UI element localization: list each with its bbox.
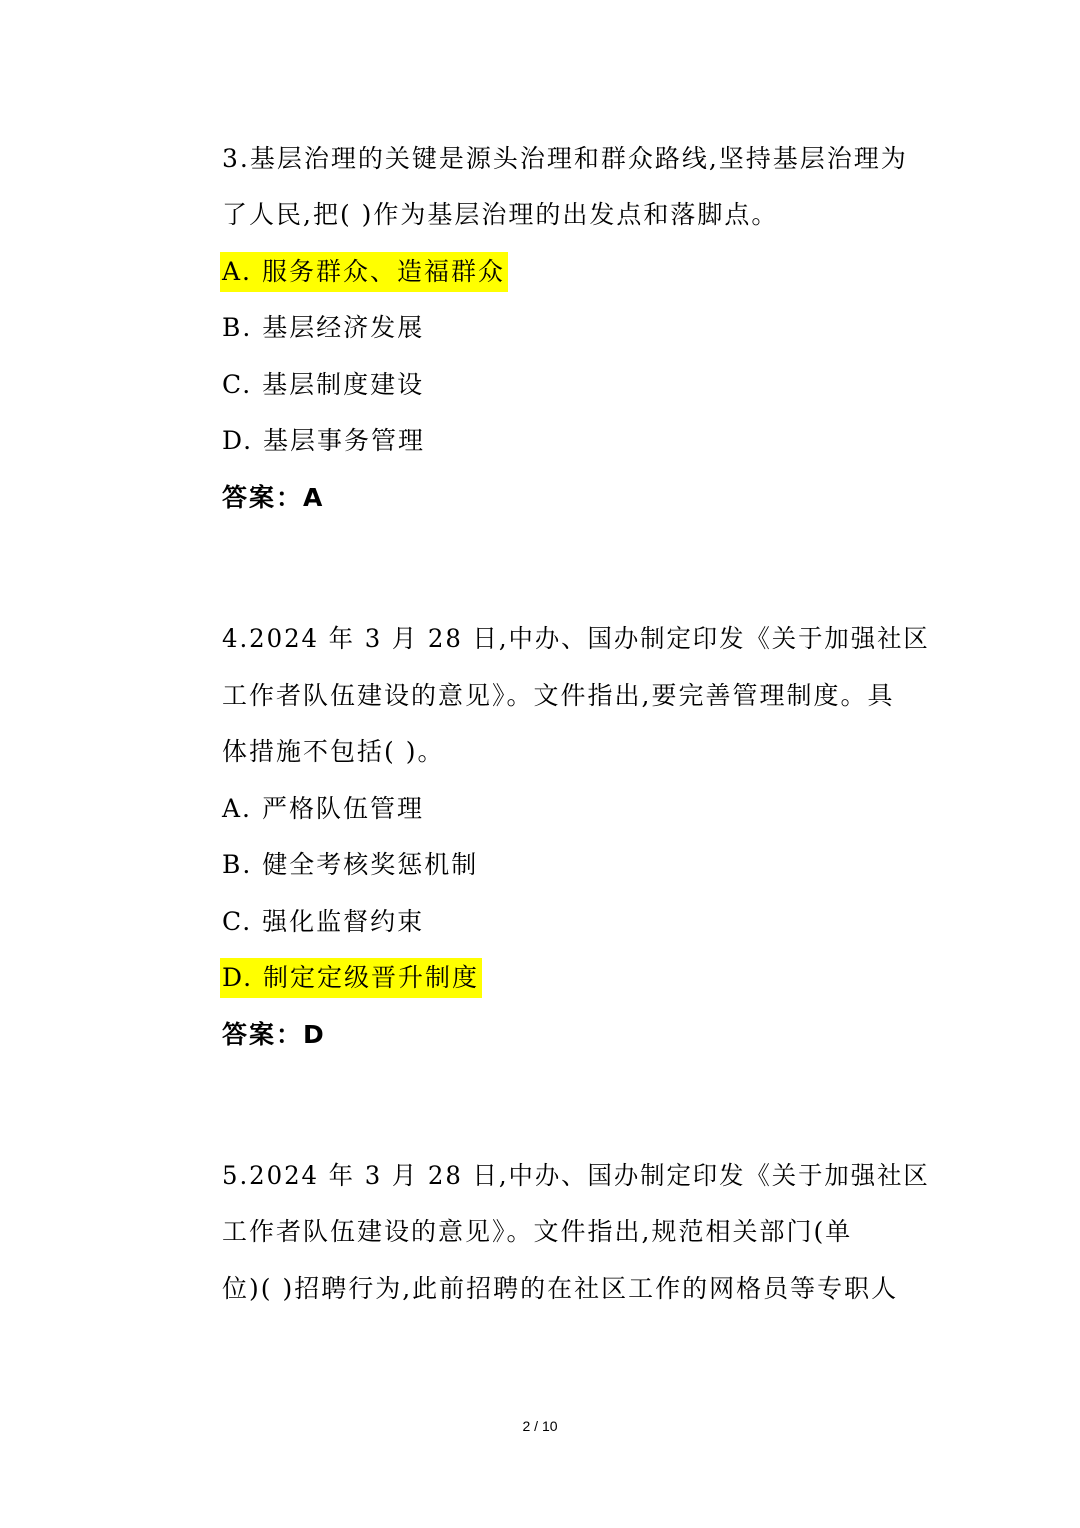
q3-stem-line-2: 了人民,把( )作为基层治理的出发点和落脚点。 bbox=[222, 200, 779, 229]
q3-option-b bbox=[222, 308, 427, 348]
q4-option-d bbox=[222, 958, 482, 998]
q4-option-a bbox=[222, 789, 427, 829]
q4-answer-label: 答案： bbox=[222, 1020, 304, 1049]
q3-option-c-text: C. 基层制度建设 bbox=[222, 370, 425, 399]
q4-option-b bbox=[222, 845, 481, 885]
q4-answer-value: D bbox=[303, 1020, 326, 1049]
q4-stem-line-2: 工作者队伍建设的意见》。文件指出,要完善管理制度。具 bbox=[222, 681, 895, 710]
q4-stem-line-1: 4.2024 年 3 月 28 日,中办、国办制定印发《关于加强社区 bbox=[222, 624, 930, 653]
q3-answer-label: 答案： bbox=[222, 483, 304, 512]
q5-stem-line-3: 位)( )招聘行为,此前招聘的在社区工作的网格员等专职人 bbox=[222, 1274, 899, 1303]
q4-answer bbox=[222, 1015, 326, 1055]
page-number: 2 / 10 bbox=[522, 1418, 558, 1434]
q4-option-b-text: B. 健全考核奖惩机制 bbox=[222, 850, 479, 879]
q3-option-b-text: B. 基层经济发展 bbox=[222, 313, 425, 342]
q3-answer bbox=[222, 478, 324, 518]
q3-option-c bbox=[222, 365, 427, 405]
q4-option-c-text: C. 强化监督约束 bbox=[222, 907, 425, 936]
q3-answer-value: A bbox=[303, 483, 325, 512]
q3-option-a-text: A. 服务群众、造福群众 bbox=[220, 252, 508, 292]
q3-option-d-text: D. 基层事务管理 bbox=[222, 426, 426, 455]
q3-stem-line-1: 3.基层治理的关键是源头治理和群众路线,坚持基层治理为 bbox=[222, 144, 908, 173]
q3-option-d bbox=[222, 421, 428, 461]
q4-option-d-text: D. 制定定级晋升制度 bbox=[220, 958, 482, 998]
q5-stem-line-1: 5.2024 年 3 月 28 日,中办、国办制定印发《关于加强社区 bbox=[222, 1161, 930, 1190]
q4-option-c bbox=[222, 902, 427, 942]
q4-stem-line-3: 体措施不包括( )。 bbox=[222, 737, 445, 766]
q3-option-a bbox=[222, 252, 508, 292]
q4-option-a-text: A. 严格队伍管理 bbox=[222, 794, 424, 823]
q5-stem-line-2: 工作者队伍建设的意见》。文件指出,规范相关部门(单 bbox=[222, 1217, 853, 1246]
